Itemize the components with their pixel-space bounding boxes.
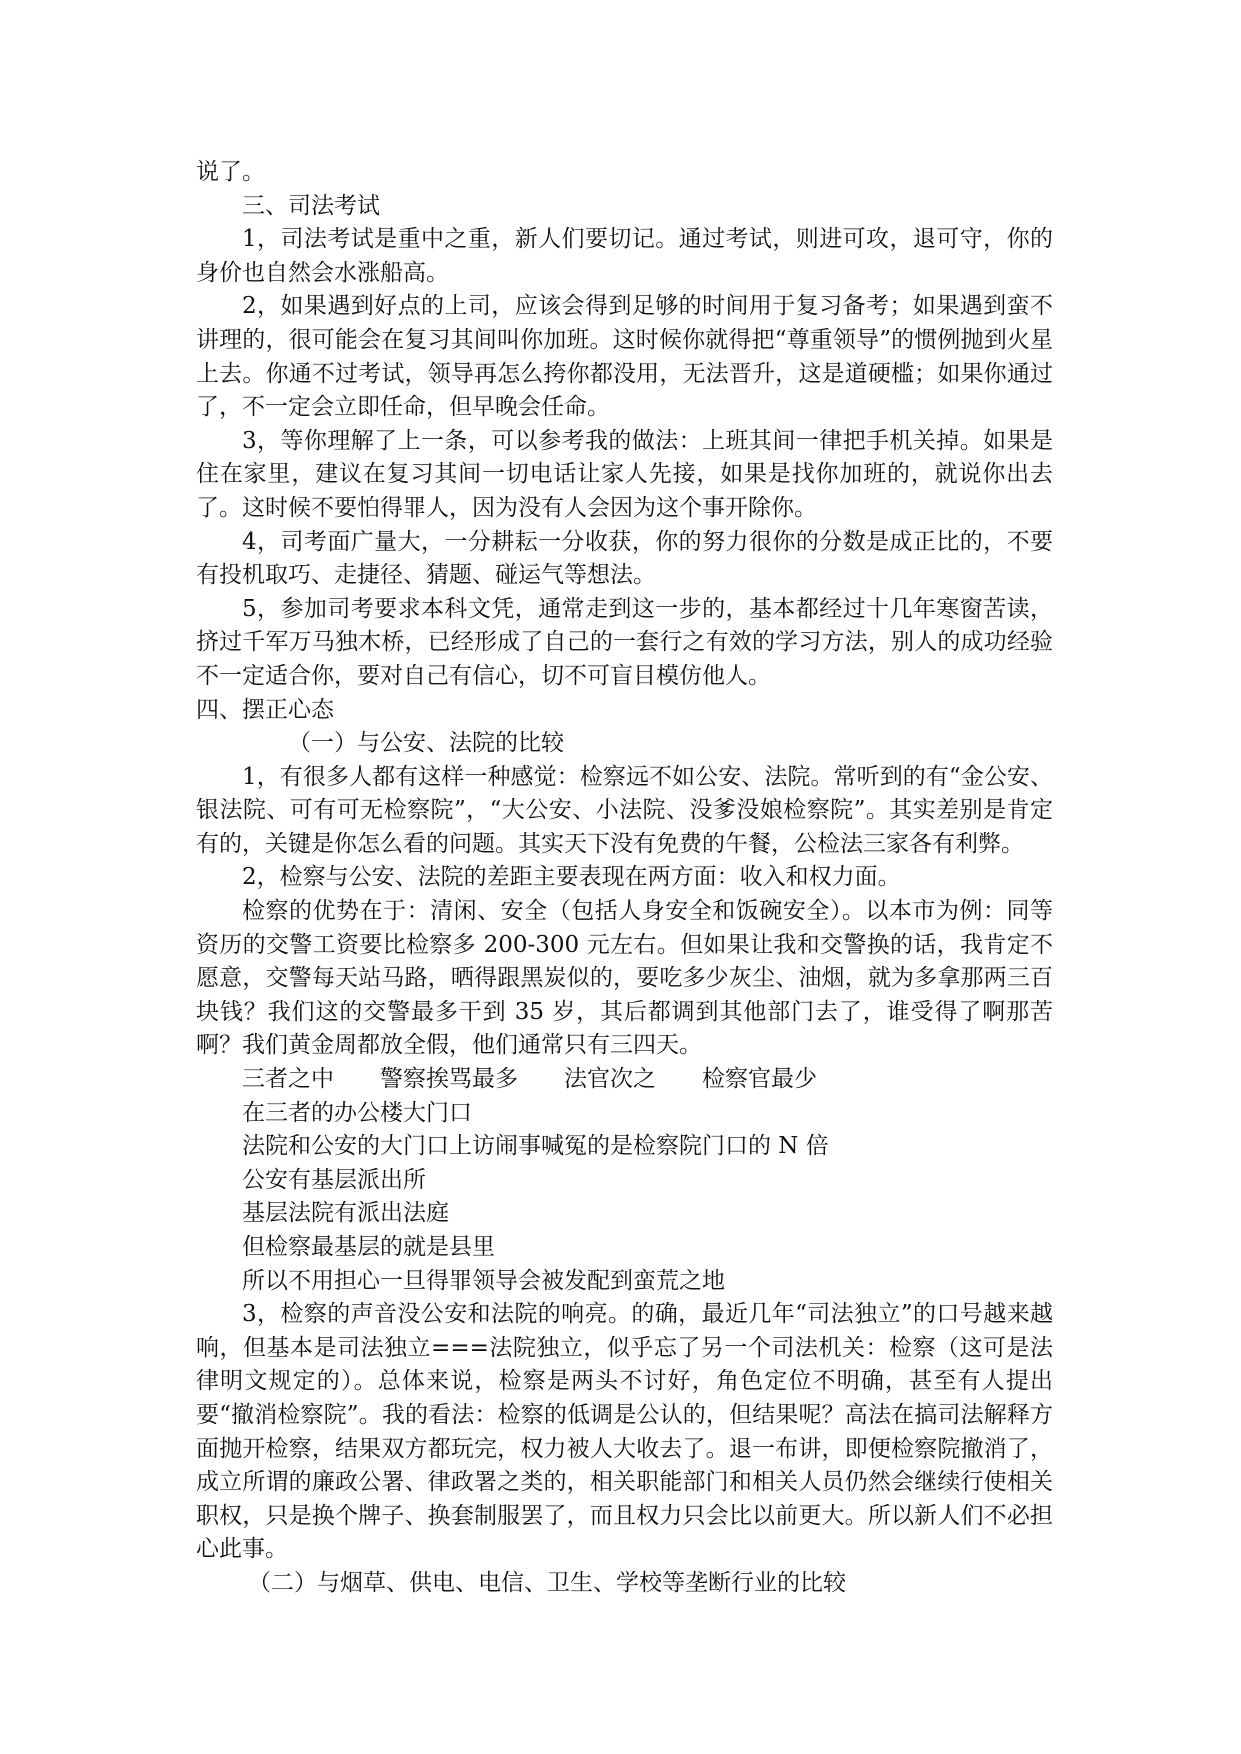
subsection-heading-monopoly: （二）与烟草、供电、电信、卫生、学校等垄断行业的比较 (248, 1569, 846, 1596)
short-line: 公安有基层派出所 (242, 1166, 426, 1193)
paragraph: 3，等你理解了上一条，可以参考我的做法：上班其间一律把手机关掉。如果是住在家里，建议在复习其间一切电话让家人先接，如果是找你加班的，就说你出去了。这时候不要怕得罪人，因为没有人会因为这个事开除你。 (196, 427, 1053, 521)
paragraph: 2，检察与公安、法院的差距主要表现在两方面：收入和权力面。 (242, 864, 901, 891)
paragraph: 3，检察的声音没公安和法院的响亮。的确，最近几年“司法独立”的口号越来越响，但基本是司法独立===法院独立，似乎忘了另一个司法机关：检察（这可是法律明文规定的）。总体来说，检察是两头不讨好，角色定位不明确，甚至有人提出要“撤消检察院”。我的看法：检察的低调是公认的，但结果呢？高法在搞司法解释方面抛开检察，结果双方都玩完，权力被人大收去了。退一布讲，即便检察院撤消了，成立所谓的廉政公署、律政署之类的，相关职能部门和相关人员仍然会继续行使相关职权，只是换个牌子、换套制服罢了，而且权力只会比以前更大。所以新人们不必担心此事。 (196, 1301, 1053, 1563)
paragraph: 1，有很多人都有这样一种感觉：检察远不如公安、法院。常听到的有“金公安、银法院、可有可无检察院”，“大公安、小法院、没爹没娘检察院”。其实差别是肯定有的，关键是你怎么看的问题。其实天下没有免费的午餐，公检法三家各有利弊。 (196, 763, 1053, 857)
subsection-heading-police-court: （一）与公安、法院的比较 (288, 730, 564, 757)
paragraph: 1，司法考试是重中之重，新人们要切记。通过考试，则进可攻，退可守，你的身价也自然会水涨船高。 (196, 226, 1053, 286)
short-line: 但检察最基层的就是县里 (242, 1234, 495, 1260)
comparison-item: 法官次之 (564, 1066, 656, 1093)
comparison-item: 检察官最少 (702, 1066, 817, 1093)
paragraph: 检察的优势在于：清闲、安全（包括人身安全和饭碗安全）。以本市为例：同等资历的交警工资要比检察多 200-300 元左右。但如果让我和交警换的话，我肯定不愿意，交警每天站马路，晒得跟黑炭似的，要吃多少灰尘、油烟，就为多拿那两三百块钱？我们这的交警最多干到 35 岁，其后都调到其他部门去了，谁受得了啊那苦啊？我们黄金周都放全假，他们通常只有三四天。 (196, 898, 1053, 1059)
comparison-row (196, 1063, 1053, 1097)
section-heading-mindset: 四、摆正心态 (196, 696, 334, 723)
comparison-item: 警察挨骂最多 (380, 1066, 518, 1093)
comparison-item: 三者之中 (242, 1066, 334, 1093)
section-heading-judicial-exam: 三、司法考试 (242, 192, 380, 219)
paragraph: 5，参加司考要求本科文凭，通常走到这一步的，基本都经过十几年寒窗苦读，挤过千军万马独木桥，已经形成了自己的一套行之有效的学习方法，别人的成功经验不一定适合你，要对自己有信心，切不可盲目模仿他人。 (196, 595, 1053, 689)
short-line: 基层法院有派出法庭 (242, 1200, 449, 1227)
paragraph: 4，司考面广量大，一分耕耘一分收获，你的努力很你的分数是成正比的，不要有投机取巧、走捷径、猜题、碰运气等想法。 (196, 528, 1053, 589)
short-line: 法院和公安的大门口上访闹事喊冤的是检察院门口的 N 倍 (242, 1133, 829, 1160)
paragraph-continuation: 说了。 (196, 159, 265, 185)
paragraph: 2，如果遇到好点的上司，应该会得到足够的时间用于复习备考；如果遇到蛮不讲理的，很可能会在复习其间叫你加班。这时候你就得把“尊重领导”的惯例抛到火星上去。你通不过考试，领导再怎么挎你都没用，无法晋升，这是道硬槛；如果你通过了，不一定会立即任命，但早晚会任命。 (196, 293, 1053, 421)
document-page (196, 156, 1053, 1601)
short-line: 所以不用担心一旦得罪领导会被发配到蛮荒之地 (242, 1267, 725, 1294)
short-line: 在三者的办公楼大门口 (242, 1099, 472, 1126)
